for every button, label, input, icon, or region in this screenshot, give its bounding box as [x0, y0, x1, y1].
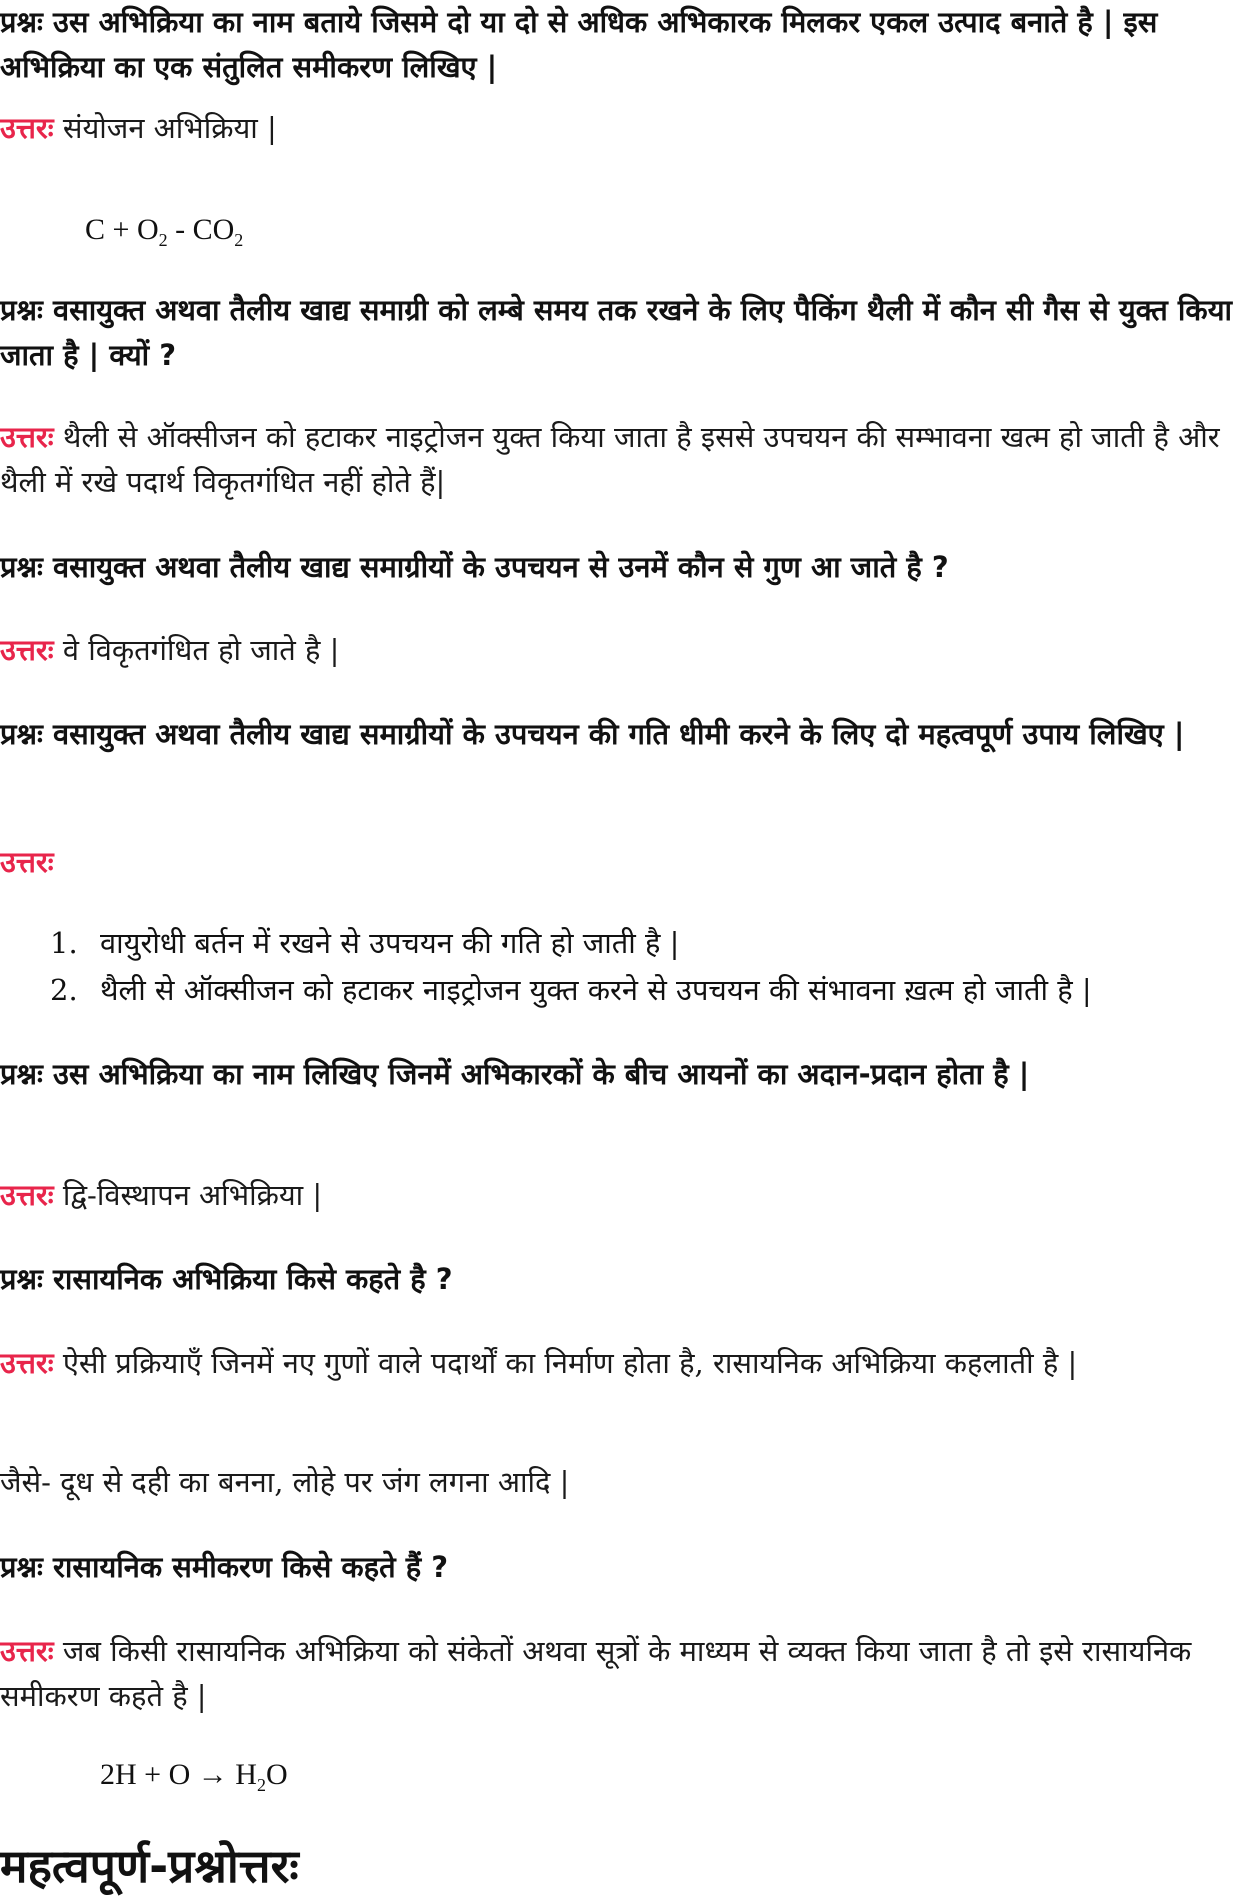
eq-subscript: 2 [256, 1775, 266, 1795]
eq-term: O [265, 1758, 288, 1791]
question-prefix: प्रश्नः [0, 717, 43, 751]
answer-label: उत्तरः [0, 1346, 54, 1380]
answer-5 [0, 1173, 1245, 1218]
answer-text: थैली से ऑक्सीजन को हटाकर नाइट्रोजन युक्त किया जाता है इससे उपचयन की सम्भावना खत्म हो जाती है और थैली में रखे पदार्थ विकृतगंधित नहीं होते हैं| [0, 420, 1220, 499]
question-prefix: प्रश्नः [0, 1057, 43, 1091]
eq-term: C [85, 213, 106, 246]
question-text: रासायनिक समीकरण किसे कहते हैं ? [52, 1550, 449, 1584]
eq-plus: + [112, 213, 130, 246]
question-1 [0, 0, 1245, 90]
question-text: उस अभिक्रिया का नाम बताये जिसमे दो या दो से अधिक अभिकारक मिलकर एकल उत्पाद बनाते है | इस अभिक्रिया का एक संतुलित समीकरण लिखिए | [0, 5, 1158, 84]
eq-term: H [235, 1758, 257, 1791]
answer-text: जब किसी रासायनिक अभिक्रिया को संकेतों अथवा सूत्रों के माध्यम से व्यक्त किया जाता है तो इसे रासायनिक समीकरण कहते है | [0, 1634, 1192, 1713]
list-number: 1. [50, 926, 78, 960]
eq-term: 2H [100, 1758, 137, 1791]
list-text: वायुरोधी बर्तन में रखने से उपचयन की गति हो जाती है | [100, 926, 680, 960]
equation-1 [85, 210, 1252, 260]
answer-label: उत्तरः [0, 420, 54, 454]
question-text: उस अभिक्रिया का नाम लिखिए जिनमें अभिकारकों के बीच आयनों का अदान-प्रदान होता है | [52, 1057, 1030, 1091]
equation-2 [100, 1755, 1252, 1805]
answer-label: उत्तरः [0, 1634, 54, 1668]
question-text: रासायनिक अभिक्रिया किसे कहते है ? [52, 1262, 453, 1296]
answer-label: उत्तरः [0, 845, 54, 879]
steps-list [0, 920, 1245, 1014]
question-2 [0, 288, 1245, 378]
list-text: थैली से ऑक्सीजन को हटाकर नाइट्रोजन युक्त करने से उपचयन की संभावना ख़त्म हो जाती है | [100, 973, 1092, 1007]
eq-term: O [136, 213, 159, 246]
question-text: वसायुक्त अथवा तैलीय खाद्य समाग्रीयों के उपचयन की गति धीमी करने के लिए दो महत्वपूर्ण उपाय लिखिए | [52, 717, 1185, 751]
question-4 [0, 712, 1245, 757]
answer-text: संयोजन अभिक्रिया | [62, 111, 277, 145]
eq-arrow: → [197, 1758, 228, 1791]
answer-label: उत्तरः [0, 1178, 54, 1212]
answer-7 [0, 1629, 1245, 1719]
question-prefix: प्रश्नः [0, 550, 43, 584]
eq-arrow: - [175, 213, 186, 246]
answer-text: द्वि-विस्थापन अभिक्रिया | [62, 1178, 323, 1212]
question-prefix: प्रश्नः [0, 293, 43, 327]
answer-6-example [0, 1460, 1245, 1505]
answer-3 [0, 628, 1245, 673]
list-item [0, 967, 1245, 1014]
eq-term: O [168, 1758, 191, 1791]
answer-1 [0, 106, 1245, 151]
answer-4 [0, 840, 1245, 885]
question-text: वसायुक्त अथवा तैलीय खाद्य समाग्री को लम्बे समय तक रखने के लिए पैकिंग थैली में कौन सी गैस से युक्त किया जाता है | क्यों ? [0, 293, 1233, 372]
answer-2 [0, 415, 1245, 505]
question-prefix: प्रश्नः [0, 5, 43, 39]
section-heading-text: महत्वपूर्ण-प्रश्नोत्तरः [0, 1839, 299, 1893]
question-7 [0, 1545, 1245, 1590]
eq-subscript: 2 [234, 230, 244, 250]
answer-label: उत्तरः [0, 633, 54, 667]
eq-term: CO [192, 213, 235, 246]
example-text: जैसे- दूध से दही का बनना, लोहे पर जंग लगना आदि | [0, 1465, 570, 1499]
answer-label: उत्तरः [0, 111, 54, 145]
list-item [0, 920, 1245, 967]
answer-6 [0, 1341, 1245, 1386]
question-6 [0, 1257, 1245, 1302]
question-prefix: प्रश्नः [0, 1550, 43, 1584]
answer-4-steps [0, 920, 1245, 1014]
question-text: वसायुक्त अथवा तैलीय खाद्य समाग्रीयों के उपचयन से उनमें कौन से गुण आ जाते है ? [52, 550, 949, 584]
answer-text: ऐसी प्रक्रियाएँ जिनमें नए गुणों वाले पदार्थों का निर्माण होता है, रासायनिक अभिक्रिया कहलाती है | [62, 1346, 1078, 1380]
question-prefix: प्रश्नः [0, 1262, 43, 1296]
question-5 [0, 1052, 1245, 1097]
answer-text: वे विकृतगंधित हो जाते है | [62, 633, 340, 667]
question-3 [0, 545, 1245, 590]
list-number: 2. [50, 973, 78, 1007]
eq-subscript: 2 [158, 230, 168, 250]
section-heading [0, 1838, 1245, 1894]
eq-plus: + [144, 1758, 162, 1791]
